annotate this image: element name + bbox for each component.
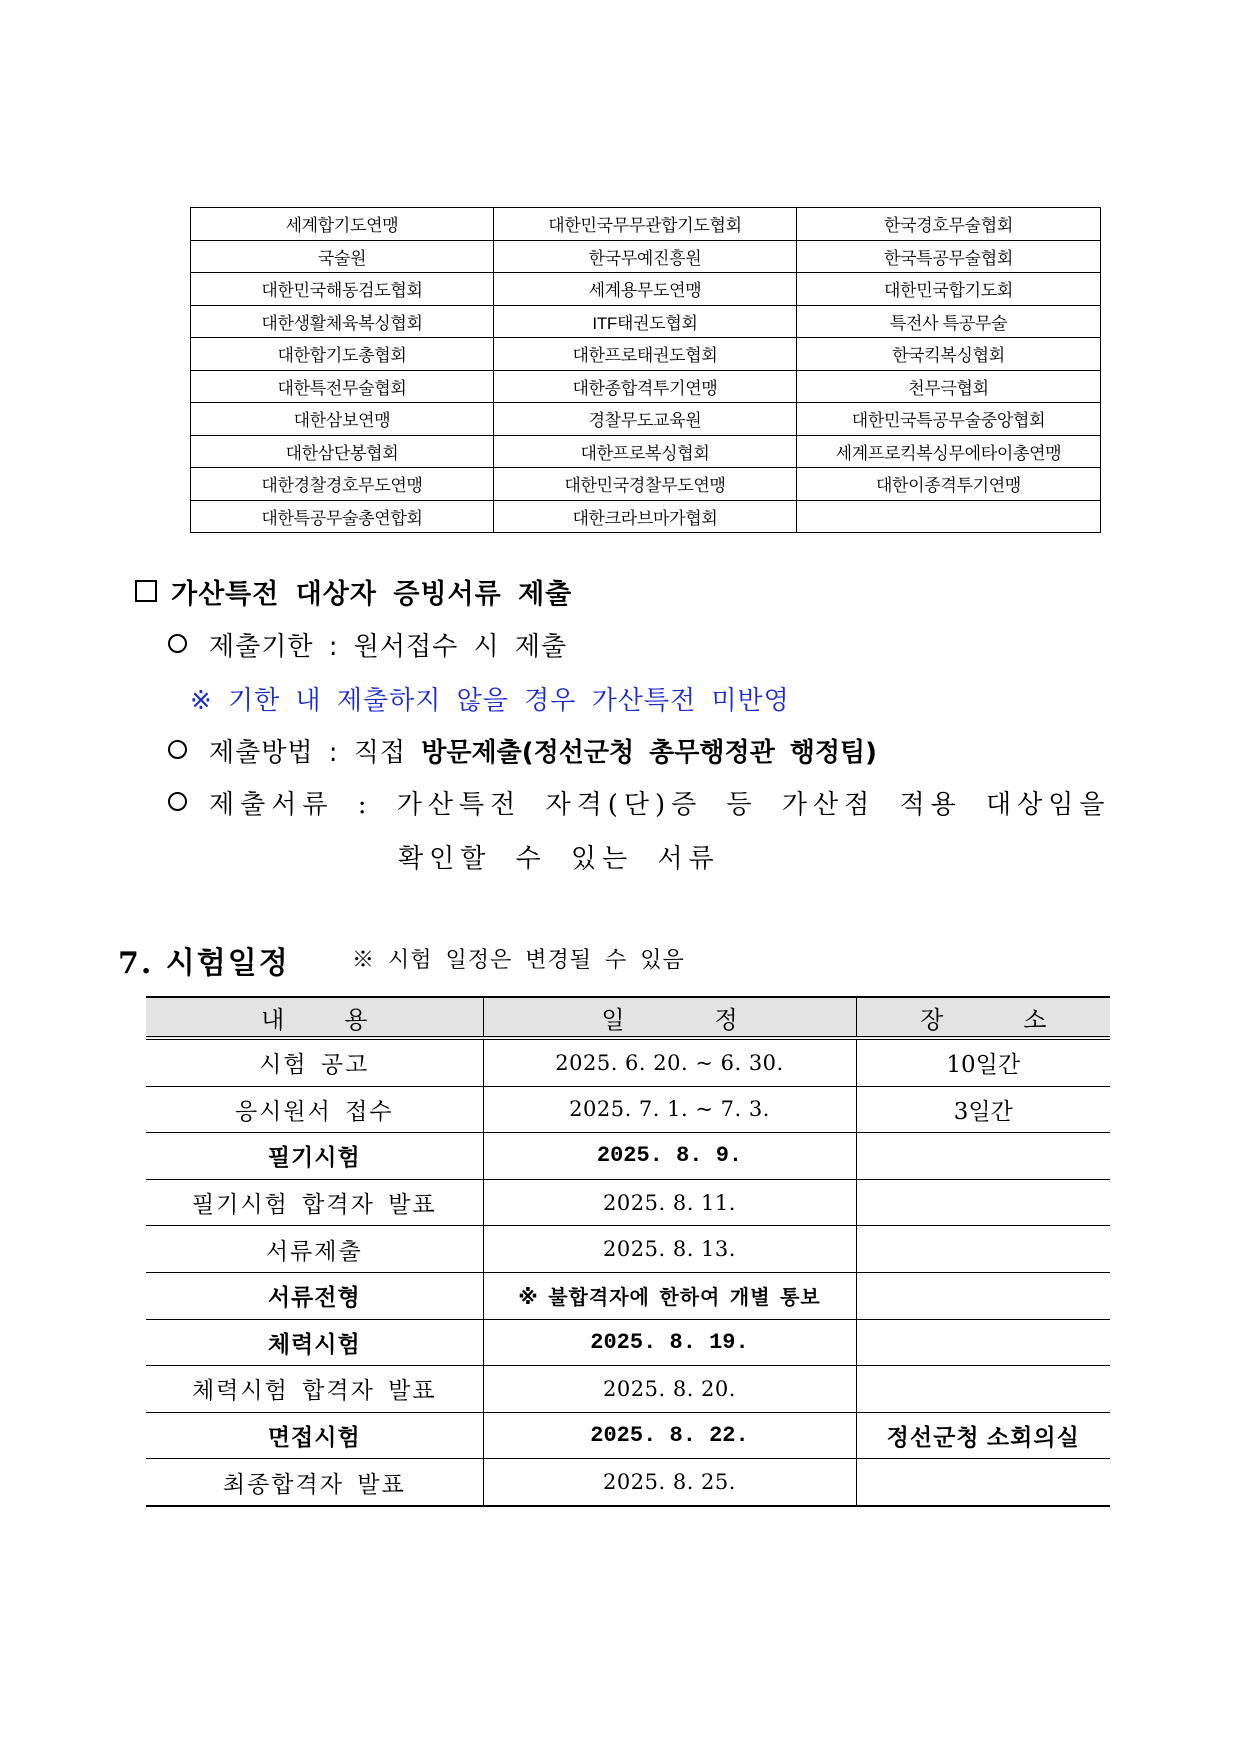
circle-bullet-icon bbox=[168, 740, 187, 759]
table-row bbox=[191, 435, 1101, 468]
schedule-row bbox=[146, 1133, 1110, 1180]
schedule-place-cell bbox=[856, 1133, 1110, 1180]
org-cell: 대한민국무무관합기도협회 bbox=[494, 208, 797, 241]
documents-label: 제출서류 bbox=[209, 790, 334, 820]
schedule-date-cell: 2025. 8. 25. bbox=[483, 1459, 856, 1506]
org-cell: 대한프로태권도협회 bbox=[494, 338, 797, 371]
documents-value-line2: 확인할 수 있는 서류 bbox=[398, 844, 720, 874]
table-row bbox=[191, 338, 1101, 371]
schedule-row bbox=[146, 1459, 1110, 1506]
org-cell: 대한민국합기도회 bbox=[797, 273, 1101, 306]
org-cell: 대한크라브마가협회 bbox=[494, 500, 797, 533]
org-cell: 세계용무도연맹 bbox=[494, 273, 797, 306]
table-row bbox=[191, 273, 1101, 306]
schedule-date-cell: 2025. 7. 1. ~ 7. 3. bbox=[483, 1086, 856, 1133]
deadline-line: 제출기한 : 원서접수 시 제출 bbox=[168, 626, 567, 663]
schedule-place-cell bbox=[856, 1179, 1110, 1226]
circle-bullet-icon bbox=[168, 792, 187, 811]
schedule-table bbox=[146, 996, 1110, 1507]
table-row bbox=[191, 305, 1101, 338]
schedule-table-body bbox=[146, 1038, 1110, 1506]
schedule-date-cell: 2025. 8. 11. bbox=[483, 1179, 856, 1226]
org-cell: 대한민국해동검도협회 bbox=[191, 273, 494, 306]
header-label-part: 소 bbox=[1023, 1005, 1047, 1034]
org-cell: 대한생활체육복싱협회 bbox=[191, 305, 494, 338]
schedule-item-cell: 체력시험 합격자 발표 bbox=[146, 1366, 483, 1413]
org-cell: 세계프로킥복싱무에타이총연맹 bbox=[797, 435, 1101, 468]
schedule-row bbox=[146, 1319, 1110, 1366]
header-label-part: 일 bbox=[601, 1005, 625, 1034]
schedule-item-cell: 응시원서 접수 bbox=[146, 1086, 483, 1133]
schedule-item-cell: 최종합격자 발표 bbox=[146, 1459, 483, 1506]
org-cell: 대한프로복싱협회 bbox=[494, 435, 797, 468]
bonus-docs-heading bbox=[135, 572, 572, 611]
schedule-change-note: ※ 시험 일정은 변경될 수 있음 bbox=[352, 948, 685, 973]
org-cell: 천무극협회 bbox=[797, 370, 1101, 403]
header-schedule bbox=[483, 997, 856, 1038]
schedule-place-cell bbox=[856, 1319, 1110, 1366]
schedule-date-cell: 2025. 8. 13. bbox=[483, 1226, 856, 1273]
schedule-date-cell: 2025. 8. 22. bbox=[483, 1412, 856, 1459]
schedule-item-cell: 서류전형 bbox=[146, 1272, 483, 1319]
deadline-label: 제출기한 bbox=[209, 632, 314, 662]
table-row bbox=[191, 208, 1101, 241]
table-row bbox=[191, 370, 1101, 403]
org-cell: 대한삼보연맹 bbox=[191, 403, 494, 436]
schedule-item-cell: 체력시험 bbox=[146, 1319, 483, 1366]
documents-value-line1: 가산특전 자격(단)증 등 가산점 적용 대상임을 bbox=[396, 790, 1111, 820]
org-cell: 대한종합격투기연맹 bbox=[494, 370, 797, 403]
circle-bullet-icon bbox=[168, 634, 187, 653]
org-cell: 대한민국경찰무도연맹 bbox=[494, 468, 797, 501]
table-row bbox=[191, 468, 1101, 501]
method-prefix: 직접 bbox=[353, 738, 406, 768]
organization-table-body bbox=[191, 208, 1101, 533]
organization-table bbox=[190, 207, 1101, 533]
header-label-part: 내 bbox=[261, 1005, 285, 1034]
method-label: 제출방법 bbox=[209, 738, 314, 768]
org-cell: 한국무예진흥원 bbox=[494, 240, 797, 273]
schedule-date-cell: 2025. 6. 20. ~ 6. 30. bbox=[483, 1038, 856, 1086]
org-cell: 한국특공무술협회 bbox=[797, 240, 1101, 273]
org-cell: 대한합기도총협회 bbox=[191, 338, 494, 371]
schedule-item-cell: 면접시험 bbox=[146, 1412, 483, 1459]
schedule-row bbox=[146, 1179, 1110, 1226]
header-label-part: 정 bbox=[714, 1005, 738, 1034]
table-row bbox=[191, 240, 1101, 273]
schedule-row bbox=[146, 1038, 1110, 1086]
schedule-header-row bbox=[146, 997, 1110, 1038]
org-cell: ITF태권도협회 bbox=[494, 305, 797, 338]
org-cell: 대한경찰경호무도연맹 bbox=[191, 468, 494, 501]
documents-line: 제출서류 : 가산특전 자격(단)증 등 가산점 적용 대상임을 bbox=[168, 784, 1110, 821]
schedule-place-cell bbox=[856, 1272, 1110, 1319]
org-cell: 대한민국특공무술중앙협회 bbox=[797, 403, 1101, 436]
schedule-item-cell: 필기시험 bbox=[146, 1133, 483, 1180]
header-label-part: 용 bbox=[344, 1005, 368, 1034]
org-cell: 특전사 특공무술 bbox=[797, 305, 1101, 338]
org-cell: 대한이종격투기연맹 bbox=[797, 468, 1101, 501]
table-row bbox=[191, 500, 1101, 533]
schedule-section-title: 7. 시험일정 bbox=[118, 946, 290, 981]
schedule-date-cell: 2025. 8. 9. bbox=[483, 1133, 856, 1180]
org-cell: 대한특전무술협회 bbox=[191, 370, 494, 403]
org-cell: 대한삼단봉협회 bbox=[191, 435, 494, 468]
org-cell: 국술원 bbox=[191, 240, 494, 273]
schedule-date-cell: 2025. 8. 20. bbox=[483, 1366, 856, 1413]
table-row bbox=[191, 403, 1101, 436]
checkbox-square-icon bbox=[135, 580, 157, 602]
schedule-place-cell bbox=[856, 1366, 1110, 1413]
org-cell: 경찰무도교육원 bbox=[494, 403, 797, 436]
schedule-place-cell: 10일간 bbox=[856, 1038, 1110, 1086]
org-cell bbox=[797, 500, 1101, 533]
schedule-place-cell bbox=[856, 1226, 1110, 1273]
schedule-row bbox=[146, 1226, 1110, 1273]
org-cell: 한국경호무술협회 bbox=[797, 208, 1101, 241]
schedule-date-cell: 2025. 8. 19. bbox=[483, 1319, 856, 1366]
schedule-item-cell: 필기시험 합격자 발표 bbox=[146, 1179, 483, 1226]
header-label-part: 장 bbox=[920, 1005, 944, 1034]
header-content bbox=[146, 997, 483, 1038]
schedule-item-cell: 서류제출 bbox=[146, 1226, 483, 1273]
schedule-place-cell: 정선군청 소회의실 bbox=[856, 1412, 1110, 1459]
bonus-docs-heading-text: 가산특전 대상자 증빙서류 제출 bbox=[171, 579, 573, 610]
header-place bbox=[856, 997, 1110, 1038]
schedule-row bbox=[146, 1086, 1110, 1133]
schedule-row bbox=[146, 1412, 1110, 1459]
schedule-row bbox=[146, 1272, 1110, 1319]
schedule-place-cell: 3일간 bbox=[856, 1086, 1110, 1133]
deadline-warning: ※ 기한 내 제출하지 않을 경우 가산특전 미반영 bbox=[190, 686, 790, 716]
schedule-date-cell: ※ 불합격자에 한하여 개별 통보 bbox=[483, 1272, 856, 1319]
org-cell: 한국킥복싱협회 bbox=[797, 338, 1101, 371]
method-value: 방문제출(정선군청 총무행정관 행정팀) bbox=[421, 738, 877, 768]
org-cell: 세계합기도연맹 bbox=[191, 208, 494, 241]
schedule-row bbox=[146, 1366, 1110, 1413]
schedule-item-cell: 시험 공고 bbox=[146, 1038, 483, 1086]
method-line: 제출방법 : 직접 방문제출(정선군청 총무행정관 행정팀) bbox=[168, 732, 877, 769]
org-cell: 대한특공무술총연합회 bbox=[191, 500, 494, 533]
deadline-value: 원서접수 시 제출 bbox=[353, 632, 568, 662]
schedule-place-cell bbox=[856, 1459, 1110, 1506]
